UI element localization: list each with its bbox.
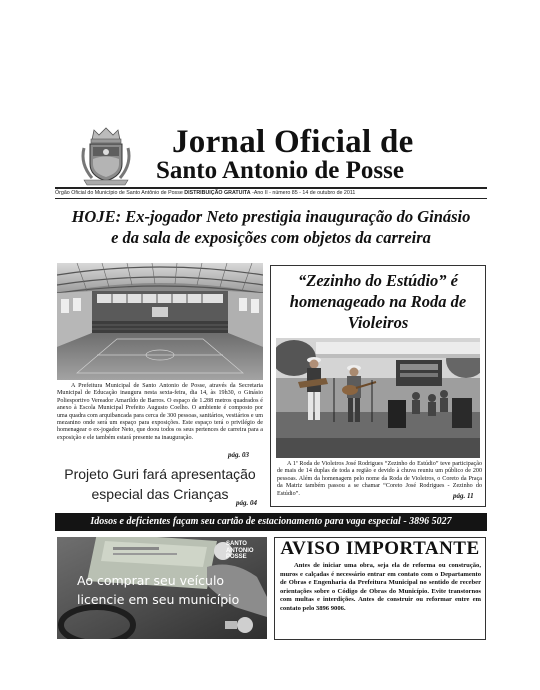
gymnasium-photo bbox=[57, 263, 263, 380]
violeiros-title-line-2: homenageado na Roda de bbox=[289, 292, 467, 311]
ad-logo bbox=[226, 541, 266, 561]
main-headline bbox=[55, 206, 487, 248]
issue-publisher: Órgão Oficial do Município de Santo Antônio de Posse bbox=[55, 190, 183, 196]
guri-headline bbox=[57, 464, 263, 504]
guri-page-ref: pág. 04 bbox=[236, 499, 257, 507]
aviso-text: Antes de iniciar uma obra, seja ela de reforma ou construção, muros e calçadas é necessário entrar em contato com o Departamento de Obras e Engenharia da Prefeitura Municipal no sentido de receber orientações sobre o Código de Obras do Município. Evite transtornos com multas e interdições. Antes de construir ou reformar entre em contato pelo 3896 9006. bbox=[280, 562, 481, 612]
violeiros-page-ref: pág. 11 bbox=[453, 492, 474, 500]
guri-line-1: Projeto Guri fará apresentação bbox=[64, 466, 256, 482]
parking-card-banner: Idosos e deficientes façam seu cartão de estacionamento para vaga especial - 3896 5027 bbox=[55, 513, 487, 531]
masthead-rule bbox=[55, 187, 487, 189]
issue-info bbox=[55, 190, 487, 196]
gymnasium-page-ref: pág. 03 bbox=[228, 451, 249, 459]
headline-line-1: HOJE: Ex-jogador Neto prestigia inauguração do Ginásio bbox=[71, 207, 471, 226]
violeiros-article-text: A 1ª Roda de Violeiros José Rodrigues “Zezinho do Estúdio” teve participação de mais de 14 duplas de toda a região e devido à chuva reuniu um público de 200 pessoas. Além da homenagem pelo nome da Roda de Violeiros, o Coreto da Praça da Matriz também passou a se chamar “Coreto José Rodrigues - Zezinho do Estúdio”. bbox=[277, 461, 482, 497]
issue-number-date: -Ano II - número 85 - 14 de outubro de 2011 bbox=[250, 190, 356, 196]
violeiros-photo bbox=[276, 338, 480, 458]
violeiros-title-line-3: Violeiros bbox=[347, 313, 409, 332]
ad-logo-line-1: SANTO bbox=[226, 541, 247, 547]
masthead-rule-bottom bbox=[55, 198, 487, 199]
headline-line-2: e da sala de exposições com objetos da carreira bbox=[111, 228, 431, 247]
issue-distribution: DISTRIBUIÇÃO GRATUITA bbox=[184, 190, 251, 196]
ad-line-2: licencie em seu município bbox=[77, 592, 240, 607]
guri-line-2: especial das Crianças bbox=[91, 486, 229, 502]
violeiros-headline bbox=[272, 270, 484, 333]
coat-of-arms-icon bbox=[78, 126, 134, 186]
masthead-title: Jornal Oficial de bbox=[172, 124, 414, 160]
ad-logo-line-2: ANTONIO bbox=[226, 547, 254, 554]
aviso-title: AVISO IMPORTANTE bbox=[280, 538, 480, 559]
ad-logo-line-3: POSSE bbox=[226, 554, 247, 560]
masthead-subtitle: Santo Antonio de Posse bbox=[156, 157, 404, 184]
ad-line-1: Ao comprar seu veículo bbox=[77, 573, 225, 588]
gymnasium-article-text: A Prefeitura Municipal de Santo Antonio de Posse, através da Secretaria Municipal de Educação inaugura nesta sexta-feira, dia 14, às 19h30, o Ginásio Poliesportivo Vereador Amarildo de Barros. O espaço de 1.288 metros quadrados é anexo à Escola Municipal Prefeito Augusto Coelho. O ambiente é composto por uma quadra com arquibancada para cerca de 300 pessoas, sanitários, vestiários e um mezanino onde será um espaço para exposições. Este espaço terá o privilégio de homenagear o ex-jogador Neto, que doou todos os seus pertences de carreira para a exposição e ele também estará presente na inauguração. bbox=[57, 383, 263, 441]
violeiros-title-line-1: “Zezinho do Estúdio” é bbox=[298, 271, 458, 290]
